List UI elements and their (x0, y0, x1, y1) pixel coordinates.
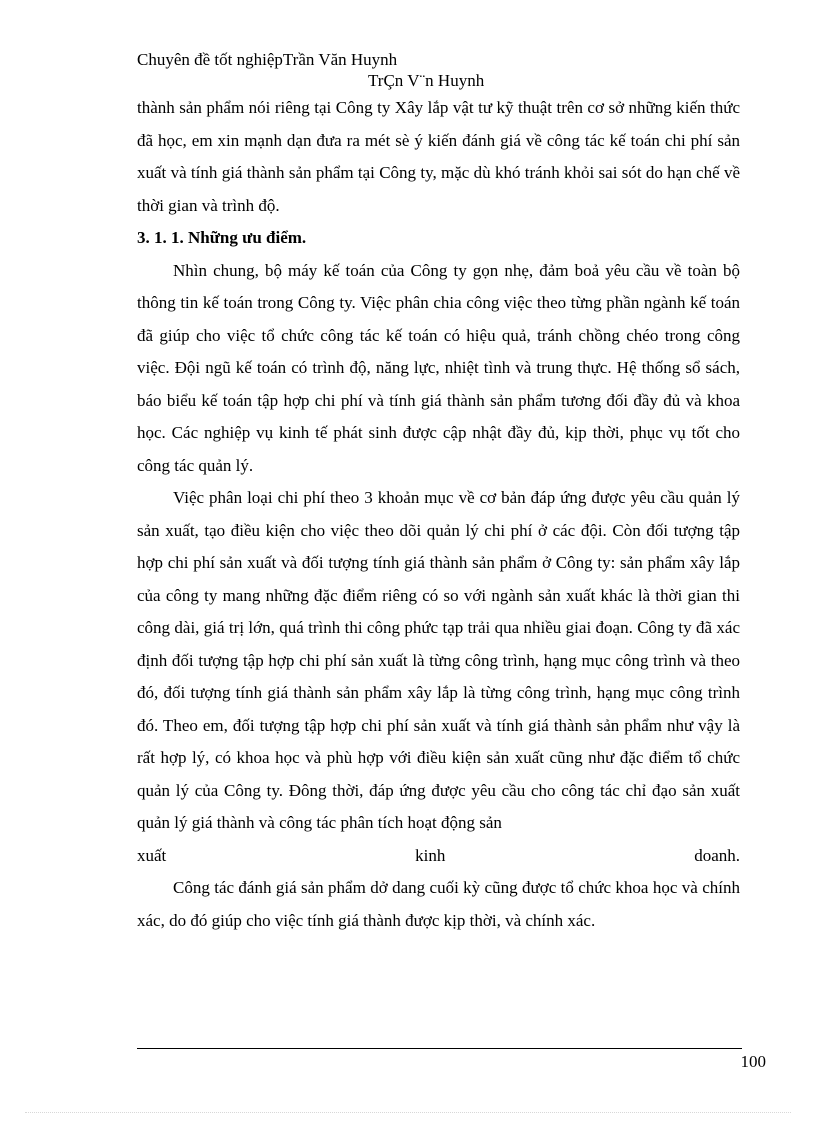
last-line-word: kinh (415, 845, 446, 865)
running-header: Chuyên đề tốt nghiệpTrần Văn Huynh (137, 50, 398, 69)
running-header-garbled: TrÇn V¨n Huynh (368, 71, 485, 90)
paragraph-advantages-2: Việc phân loại chi phí theo 3 khoản mục về cơ bản đáp ứng được yêu cầu quản lý sản xuất, tạo điều kiện cho việc theo dõi quản lý chi phí ở các đội. Còn đối tượng tập hợp chi phí sản xuất và đối tượng tính giá thành sản phẩm ở Công ty: sản phẩm xây lắp của công ty mang những đặc điểm riêng có so với ngành sản xuất khác là thời gian thi công dài, giá trị lớn, quá trình thi công phức tạp trải qua nhiều giai đoạn. Công ty đã xác định đối tượng tập hợp chi phí sản xuất là từng công trình, hạng mục công trình và theo đó, đối tượng tính giá thành sản phẩm xây lắp là từng công trình, hạng mục công trình đó. Theo em, đối tượng tập hợp chi phí sản xuất và tính giá thành sản phẩm như vậy là rất hợp lý, có khoa học và phù hợp với điều kiện sản xuất cũng như đặc điểm tổ chức quản lý của Công ty. Đông thời, đáp ứng được yêu cầu cho công tác chỉ đạo sản xuất quản lý giá thành và công tác phân tích hoạt động sản (137, 488, 740, 832)
last-line-word: doanh. (694, 845, 740, 865)
paragraph-advantages-2-last-line (137, 840, 740, 873)
last-line-word: xuất (137, 845, 167, 865)
paragraph-advantages-3: Công tác đánh giá sản phẩm dở dang cuối kỳ cũng được tổ chức khoa học và chính xác, do đó giúp cho việc tính giá thành được kịp thời, và chính xác. (137, 878, 740, 930)
footer-divider (137, 1048, 742, 1049)
page-bottom-dotted-border (25, 1112, 791, 1113)
section-heading: 3. 1. 1. Những ưu điểm. (137, 228, 307, 247)
page-number: 100 (740, 1052, 766, 1071)
paragraph-intro: thành sản phẩm nói riêng tại Công ty Xây lắp vật tư kỹ thuật trên cơ sở những kiến thức đã học, em xin mạnh dạn đưa ra mét sè ý kiến đánh giá về công tác kế toán chi phí sản xuất và tính giá thành sản phẩm tại Công ty, mặc dù khó tránh khỏi sai sót do hạn chế về thời gian và trình độ. (137, 98, 740, 215)
paragraph-advantages-1: Nhìn chung, bộ máy kế toán của Công ty gọn nhẹ, đảm boả yêu cầu về toàn bộ thông tin kế toán trong Công ty. Việc phân chia công việc theo từng phần ngành kế toán đã giúp cho việc tổ chức công tác kế toán có hiệu quả, tránh chồng chéo trong công việc. Đội ngũ kế toán có trình độ, năng lực, nhiệt tình và trung thực. Hệ thống sổ sách, báo biểu kế toán tập hợp chi phí và tính giá thành sản phẩm tương đối đầy đủ và khoa học. Các nghiệp vụ kinh tế phát sinh được cập nhật đầy đủ, kịp thời, phục vụ tốt cho công tác quản lý. (137, 260, 740, 475)
body-text (137, 92, 740, 937)
